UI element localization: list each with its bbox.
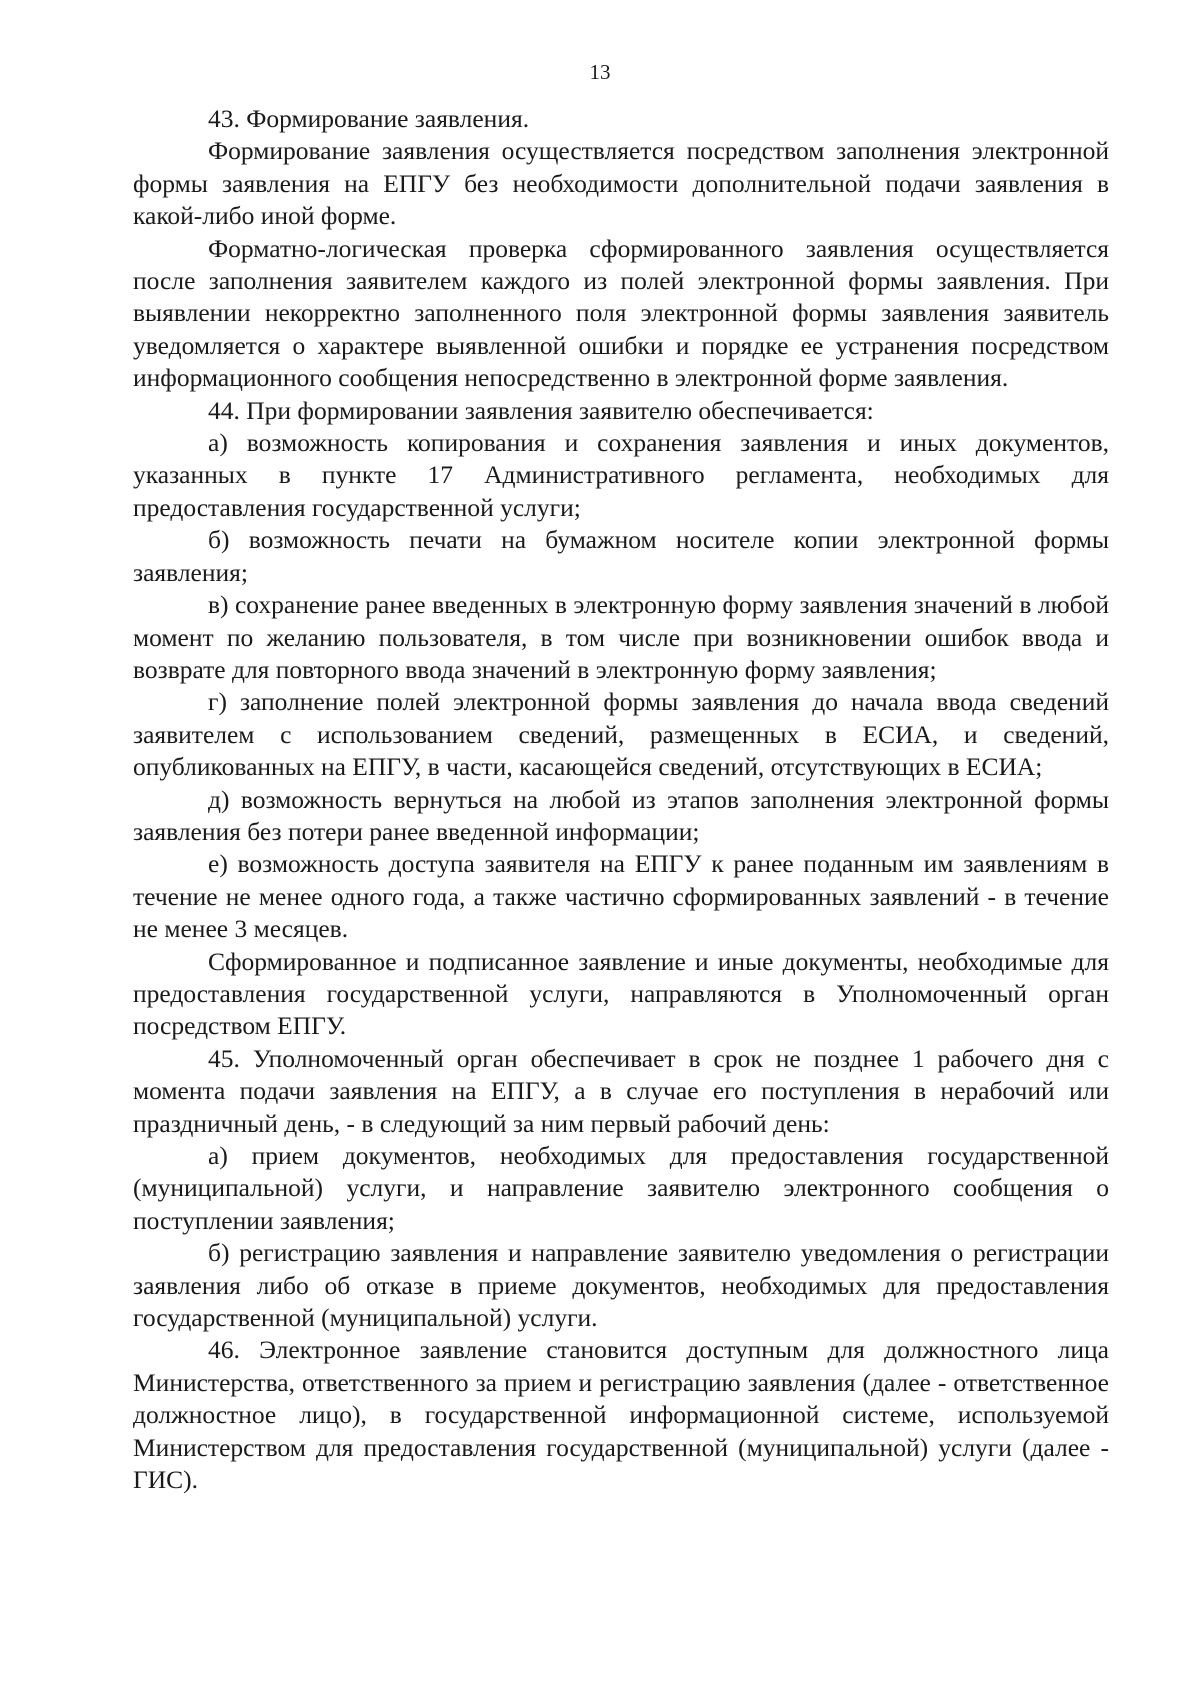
list-item: б) возможность печати на бумажном носителе копии электронной формы заявления; [133, 525, 1109, 587]
section-paragraph-45: 45. Уполномоченный орган обеспечивает в срок не позднее 1 рабочего дня с момента подачи заявления на ЕПГУ, а в случае его поступления в нерабочий или праздничный день, - в следующий за ним первый рабочий день: [133, 1043, 1109, 1138]
list-item: а) прием документов, необходимых для предоставления государственной (муниципальной) услуги, и направление заявителю электронного сообщения о поступлении заявления; [133, 1141, 1109, 1235]
section-heading-43: 43. Формирование заявления. [208, 104, 530, 133]
paragraph: Форматно-логическая проверка сформированного заявления осуществляется после заполнения заявителем каждого из полей электронной формы заявления. При выявлении некорректно заполненного поля электронной формы заявления заявитель уведомляется о характере выявленной ошибки и порядке ее устранения посредством информационного сообщения непосредственно в электронной форме заявления. [133, 233, 1109, 393]
paragraph: Сформированное и подписанное заявление и иные документы, необходимые для предоставления государственной услуги, направляются в Уполномоченный орган посредством ЕПГУ. [133, 946, 1109, 1041]
page-number: 13 [589, 60, 611, 84]
list-item: а) возможность копирования и сохранения заявления и иных документов, указанных в пункте 17 Административного регламента, необходимых для предоставления государственной услуги; [133, 428, 1109, 522]
list-item: г) заполнение полей электронной формы заявления до начала ввода сведений заявителем с использованием сведений, размещенных в ЕСИА, и сведений, опубликованных на ЕПГУ, в части, касающейся сведений, отсутствующих в ЕСИА; [133, 687, 1109, 782]
list-item: е) возможность доступа заявителя на ЕПГУ к ранее поданным им заявлениям в течение не менее одного года, а также частично сформированных заявлений - в течение не менее 3 месяцев. [133, 849, 1109, 944]
paragraph: Формирование заявления осуществляется посредством заполнения электронной формы заявления на ЕПГУ без необходимости дополнительной подачи заявления в какой-либо иной форме. [133, 136, 1109, 231]
section-heading-44: 44. При формировании заявления заявителю обеспечивается: [208, 395, 874, 425]
document-body [133, 103, 1109, 1496]
section-paragraph-46: 46. Электронное заявление становится доступным для должностного лица Министерства, ответственного за прием и регистрацию заявления (далее - ответственное должностное лицо), в государственной информационной системе, используемой Министерством для предоставления государственной (муниципальной) услуги (далее - ГИС). [133, 1335, 1109, 1495]
list-item: б) регистрацию заявления и направление заявителю уведомления о регистрации заявления либо об отказе в приеме документов, необходимых для предоставления государственной (муниципальной) услуги. [133, 1238, 1109, 1333]
list-item: в) сохранение ранее введенных в электронную форму заявления значений в любой момент по желанию пользователя, в том числе при возникновении ошибок ввода и возврате для повторного ввода значений в электронную форму заявления; [133, 590, 1109, 684]
list-item: д) возможность вернуться на любой из этапов заполнения электронной формы заявления без потери ранее введенной информации; [133, 784, 1109, 846]
